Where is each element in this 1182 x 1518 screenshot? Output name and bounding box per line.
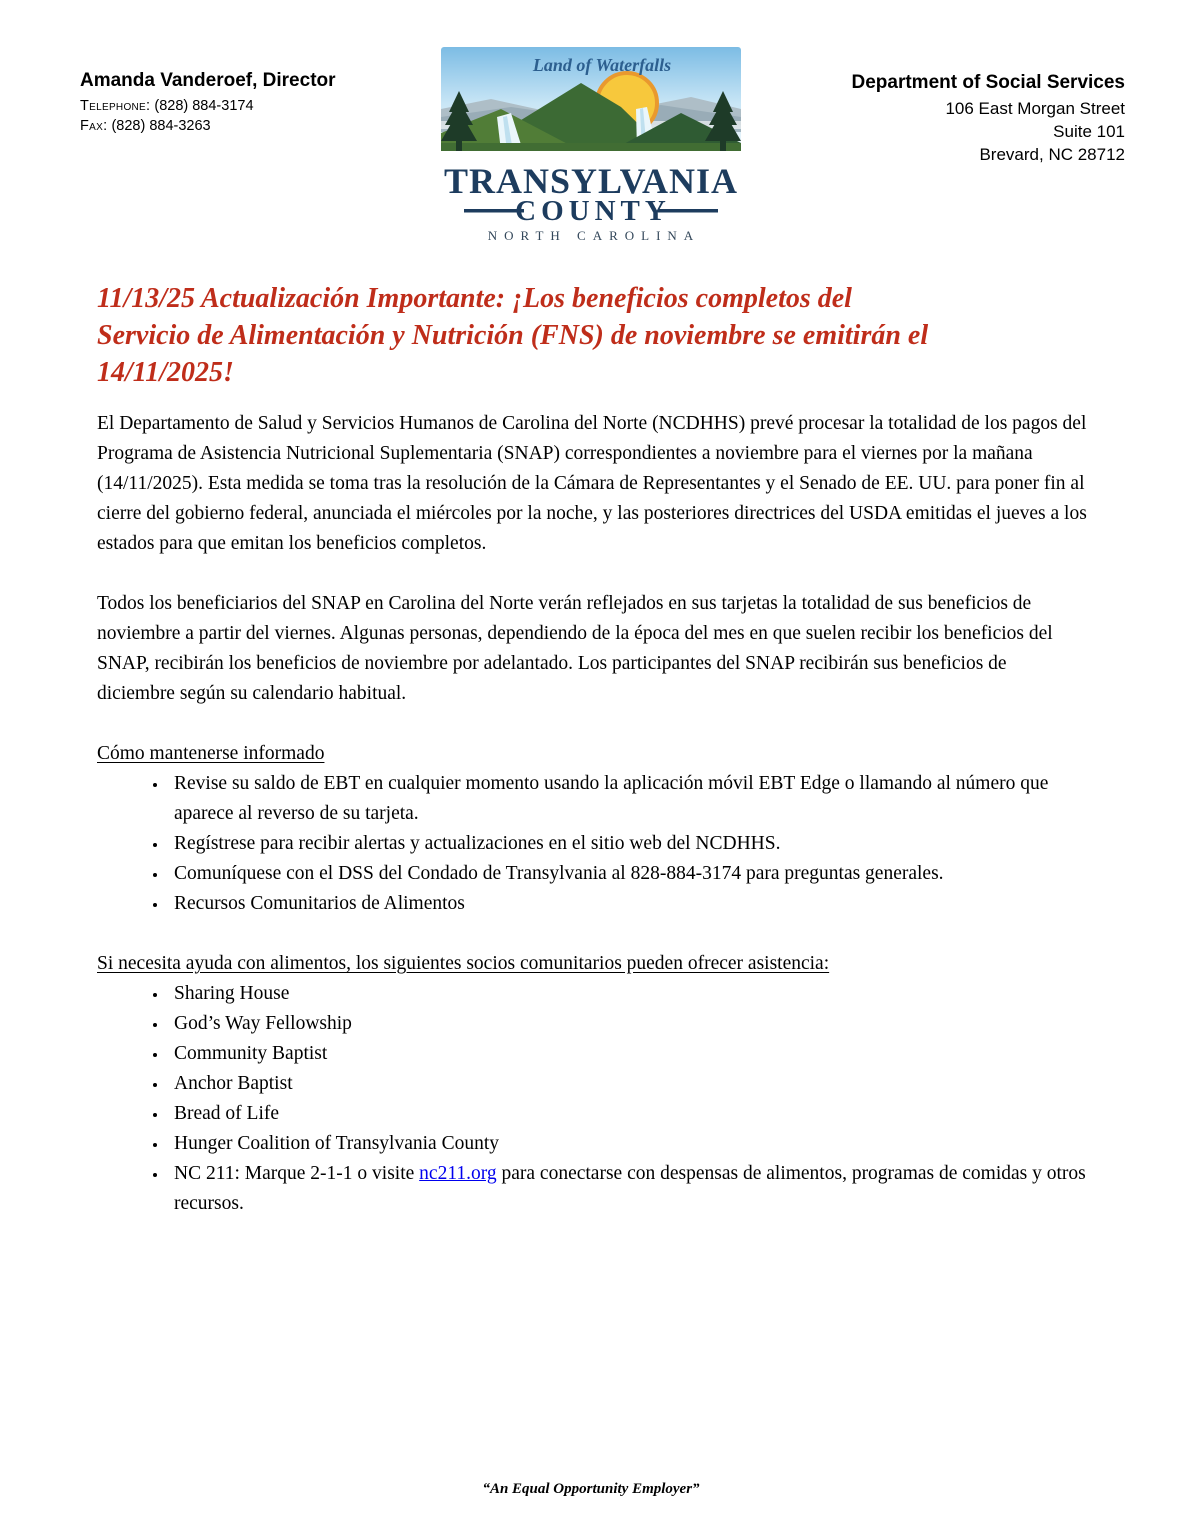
logo-county-word: COUNTY [515,195,671,227]
paragraph: Todos los beneficiarios del SNAP en Carolina del Norte verán reflejados en sus tarjetas la totalidad de sus beneficios de noviembre a partir del viernes. Algunas personas, dependiendo de la época del mes en que suelen recibir los beneficios del SNAP, recibirán los beneficios de noviembre por adelantado. Los participantes del SNAP recibirán sus beneficios de diciembre según su calendario habitual. [97,593,1053,704]
telephone-number: (828) 884-3174 [154,98,254,114]
list-item: • Bread of Life [168,1099,1089,1129]
nc211-prefix: NC 211: Marque 2-1-1 o visite [174,1163,420,1184]
county-logo-graphic [430,46,752,244]
list-item-nc211 [168,1159,1089,1219]
logo-county-name: TRANSYLVANIA [443,161,739,201]
logo-tagline: Land of Waterfalls [532,55,672,75]
address-suite: Suite 101 [1053,122,1125,141]
section-heading: Si necesita ayuda con alimentos, los siguientes socios comunitarios pueden ofrecer asistencia: [97,953,830,974]
list-item: • Sharing House [168,979,1089,1009]
nc211-suffix: para conectarse con despensas de alimentos, programas de comidas y otros recursos. [174,1163,1086,1214]
letterhead-contact-block [80,70,336,136]
list-item: • Recursos Comunitarios de Alimentos [168,889,1089,919]
document-body [97,280,1089,1249]
fax-number: (828) 884-3263 [111,118,211,134]
section-heading: Cómo mantenerse informado [97,743,325,764]
bullet-list [97,979,1089,1219]
director-name: Amanda Vanderoef, Director [80,70,336,91]
page-footer [0,1481,1182,1498]
list-item: • God’s Way Fellowship [168,1009,1089,1039]
eoe-statement: “An Equal Opportunity Employer” [482,1481,700,1497]
telephone-label: Telephone: [80,98,151,114]
title-line: Servicio de Alimentación y Nutrición (FNS) de noviembre se emitirán el [97,320,929,351]
list-item: • Comuníquese con el DSS del Condado de Transylvania al 828-884-3174 para preguntas generales. [168,859,1089,889]
bullet-list [97,769,1089,919]
section-stay-informed [97,739,1089,919]
address-street: 106 East Morgan Street [945,99,1125,118]
address-city: Brevard, NC 28712 [979,145,1125,164]
county-logo [430,46,752,249]
section-food-partners [97,949,1089,1219]
title-line: 14/11/2025! [97,357,234,388]
list-item: • Anchor Baptist [168,1069,1089,1099]
page-title [97,280,1089,391]
list-item: • Hunger Coalition of Transylvania County [168,1129,1089,1159]
title-line: 11/13/25 Actualización Importante: ¡Los beneficios completos del [97,283,852,314]
fax-label: Fax: [80,118,108,134]
nc211-link[interactable]: nc211.org [419,1163,497,1184]
list-item: • Community Baptist [168,1039,1089,1069]
paragraph: El Departamento de Salud y Servicios Humanos de Carolina del Norte (NCDHHS) prevé procesar la totalidad de los pagos del Programa de Asistencia Nutricional Suplementaria (SNAP) correspondientes a noviembre para el viernes por la mañana (14/11/2025). Esta medida se toma tras la resolución de la Cámara de Representantes y el Senado de EE. UU. para poner fin al cierre del gobierno federal, anunciada el miércoles por la noche, y las posteriores directrices del USDA emitidas el jueves a los estados para que emitan los beneficios completos. [97,413,1087,554]
list-item: • Revise su saldo de EBT en cualquier momento usando la aplicación móvil EBT Edge o llamando al número que aparece al reverso de su tarjeta. [168,769,1089,829]
letterhead-address-block [852,72,1126,166]
logo-scene [441,47,741,151]
fax-line [80,116,336,136]
list-item: • Regístrese para recibir alertas y actualizaciones en el sitio web del NCDHHS. [168,829,1089,859]
department-name: Department of Social Services [851,72,1125,93]
logo-state: NORTH CAROLINA [487,228,701,243]
telephone-line [80,96,336,116]
